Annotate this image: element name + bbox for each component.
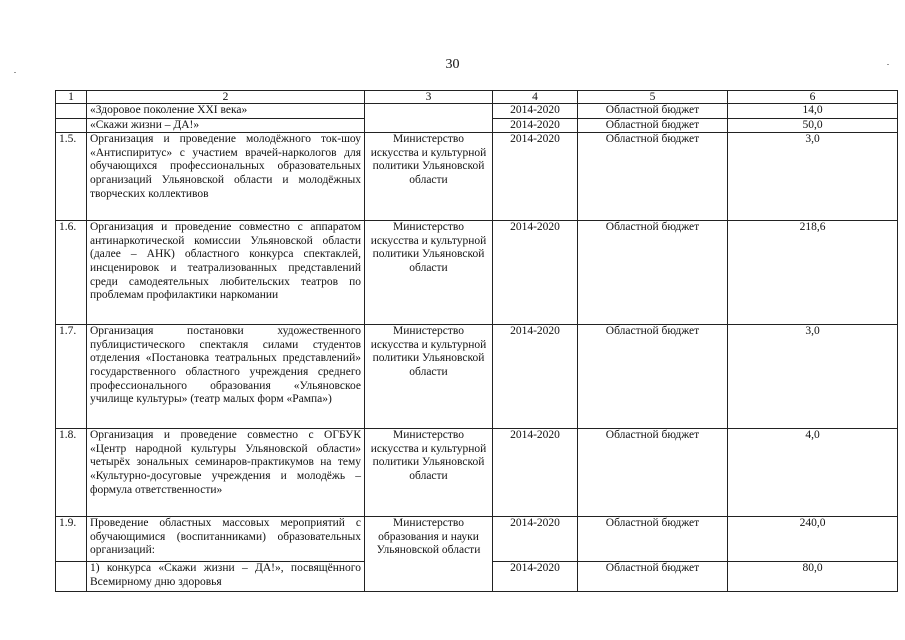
row-number: 1.7.	[56, 325, 87, 429]
row-description: Организация и проведение совместно с аппаратом антинаркотической комиссии Ульяновской области (далее – АНК) областного конкурса спектаклей, инсценировок и театрализованных представлений среди самодеятельных любительских театров по проблемам профилактики наркомании	[87, 221, 365, 325]
row-number: 1.6.	[56, 221, 87, 325]
row-description: Организация и проведение молодёжного ток-шоу «Антиспиритус» с участием врачей-наркологов для обучающихся профессиональных образовательных организаций Ульяновской области и молодёжных творческих коллективов	[87, 133, 365, 221]
row-funding-source: Областной бюджет	[578, 562, 728, 592]
row-amount: 50,0	[728, 118, 898, 133]
row-number: 1.9.	[56, 517, 87, 562]
row-period: 2014-2020	[493, 104, 578, 119]
row-funding-source: Областной бюджет	[578, 104, 728, 119]
row-amount: 4,0	[728, 429, 898, 517]
row-organization: Министерство искусства и культурной политики Ульяновской области	[365, 133, 493, 221]
row-funding-source: Областной бюджет	[578, 221, 728, 325]
column-header: 4	[493, 91, 578, 104]
row-number	[56, 104, 87, 119]
table-row	[56, 325, 898, 429]
row-description: Организация постановки художественного публицистического спектакля силами студентов отделения «Постановка театральных представлений» государственного областного учреждения среднего профессионального образования «Ульяновское училище культуры» (театр малых форм «Рампа»)	[87, 325, 365, 429]
measures-table	[55, 90, 898, 592]
row-organization: Министерство искусства и культурной политики Ульяновской области	[365, 221, 493, 325]
row-period: 2014-2020	[493, 221, 578, 325]
row-organization: Министерство образования и науки Ульяновской области	[365, 517, 493, 592]
row-organization: Министерство искусства и культурной политики Ульяновской области	[365, 325, 493, 429]
row-description: 1) конкурса «Скажи жизни – ДА!», посвящённого Всемирному дню здоровья	[87, 562, 365, 592]
row-amount: 3,0	[728, 133, 898, 221]
row-funding-source: Областной бюджет	[578, 325, 728, 429]
scan-speck	[887, 64, 889, 65]
column-header: 5	[578, 91, 728, 104]
row-period: 2014-2020	[493, 325, 578, 429]
row-amount: 14,0	[728, 104, 898, 119]
row-description: Организация и проведение совместно с ОГБУК «Центр народной культуры Ульяновской области» четырёх зональных семинаров-практикумов на тему «Культурно-досуговые учреждения и молодёжь – формула ответственности»	[87, 429, 365, 517]
column-header: 1	[56, 91, 87, 104]
row-amount: 240,0	[728, 517, 898, 562]
table-row	[56, 221, 898, 325]
table-row	[56, 429, 898, 517]
row-description: «Здоровое поколение XXI века»	[87, 104, 365, 119]
row-period: 2014-2020	[493, 562, 578, 592]
row-description: «Скажи жизни – ДА!»	[87, 118, 365, 133]
table-row	[56, 104, 898, 119]
row-number	[56, 562, 87, 592]
row-organization	[365, 104, 493, 133]
page-number: 30	[445, 57, 460, 72]
scan-speck	[14, 72, 16, 73]
row-organization: Министерство искусства и культурной политики Ульяновской области	[365, 429, 493, 517]
row-funding-source: Областной бюджет	[578, 133, 728, 221]
row-amount: 80,0	[728, 562, 898, 592]
row-amount: 3,0	[728, 325, 898, 429]
row-number: 1.8.	[56, 429, 87, 517]
row-description: Проведение областных массовых мероприятий с обучающимися (воспитанниками) образовательных организаций:	[87, 517, 365, 562]
column-header: 2	[87, 91, 365, 104]
table-row	[56, 517, 898, 562]
table-row	[56, 133, 898, 221]
row-period: 2014-2020	[493, 517, 578, 562]
table-header-row	[56, 91, 898, 104]
row-funding-source: Областной бюджет	[578, 118, 728, 133]
row-number	[56, 118, 87, 133]
column-header: 6	[728, 91, 898, 104]
row-period: 2014-2020	[493, 133, 578, 221]
row-amount: 218,6	[728, 221, 898, 325]
column-header: 3	[365, 91, 493, 104]
row-period: 2014-2020	[493, 429, 578, 517]
row-funding-source: Областной бюджет	[578, 517, 728, 562]
row-number: 1.5.	[56, 133, 87, 221]
row-period: 2014-2020	[493, 118, 578, 133]
row-funding-source: Областной бюджет	[578, 429, 728, 517]
